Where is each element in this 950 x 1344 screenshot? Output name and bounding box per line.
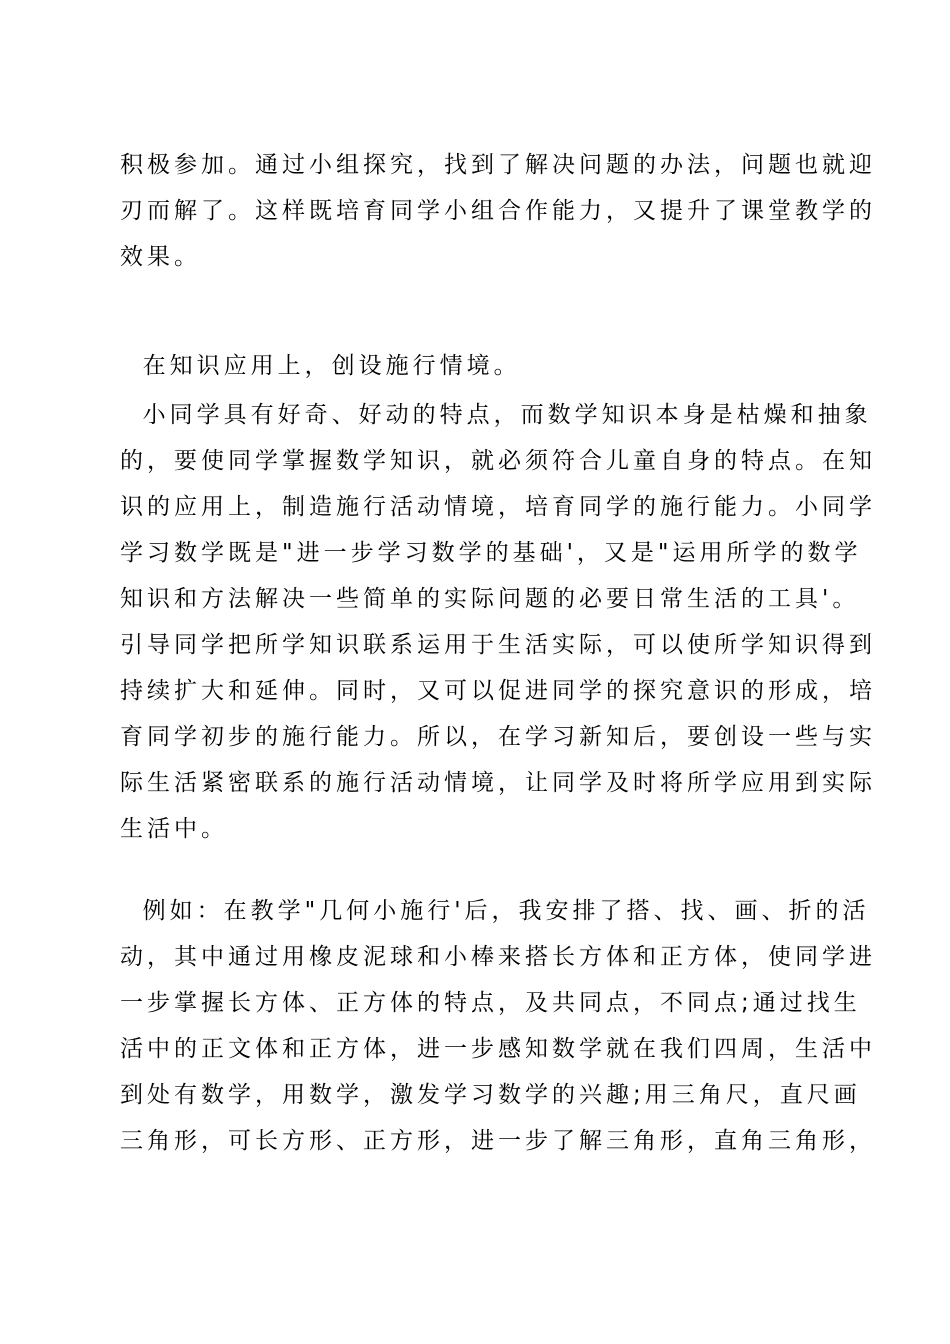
text-line: 刃而解了。这样既培育同学小组合作能力，又提升了课堂教学的 <box>120 198 876 224</box>
text-line: 三角形，可长方形、正方形，进一步了解三角形，直角三角形， <box>120 1128 876 1154</box>
text-line: 知识和方法解决一些简单的实际问题的必要日常生活的工具'。 <box>120 586 860 612</box>
text-line: 效果。 <box>120 244 201 270</box>
text-line: 识的应用上，制造施行活动情境，培育同学的施行能力。小同学 <box>120 494 876 520</box>
text-line: 积极参加。通过小组探究，找到了解决问题的办法，问题也就迎 <box>120 152 876 178</box>
text-line: 到处有数学，用数学，激发学习数学的兴趣;用三角尺，直尺画 <box>120 1082 861 1108</box>
section-heading-knowledge-application <box>120 343 840 389</box>
paragraph-group-work-conclusion <box>120 142 876 280</box>
text-line: 动，其中通过用橡皮泥球和小棒来搭长方体和正方体，使同学进 <box>120 944 876 970</box>
text-line: 育同学初步的施行能力。所以，在学习新知后，要创设一些与实 <box>120 724 876 750</box>
text-line: 一步掌握长方体、正方体的特点，及共同点，不同点;通过找生 <box>120 990 861 1016</box>
text-line: 活中的正文体和正方体，进一步感知数学就在我们四周，生活中 <box>120 1036 876 1062</box>
text-line: 生活中。 <box>120 816 228 842</box>
text-line: 引导同学把所学知识联系运用于生活实际，可以使所学知识得到 <box>120 632 876 658</box>
text-line: 在知识应用上，创设施行情境。 <box>120 353 521 379</box>
paragraph-practice-situations <box>120 392 876 852</box>
text-line: 学习数学既是"进一步学习数学的基础'，又是"运用所学的数学 <box>120 540 862 566</box>
text-line: 持续扩大和延伸。同时，又可以促进同学的探究意识的形成，培 <box>120 678 876 704</box>
paragraph-geometry-example <box>120 888 876 1164</box>
text-line: 际生活紧密联系的施行活动情境，让同学及时将所学应用到实际 <box>120 770 876 796</box>
text-line: 例如：在教学"几何小施行'后，我安排了搭、找、画、折的活 <box>120 898 870 924</box>
text-line: 的，要使同学掌握数学知识，就必须符合儿童自身的特点。在知 <box>120 448 876 474</box>
text-line: 小同学具有好奇、好动的特点，而数学知识本身是枯燥和抽象 <box>120 402 872 428</box>
